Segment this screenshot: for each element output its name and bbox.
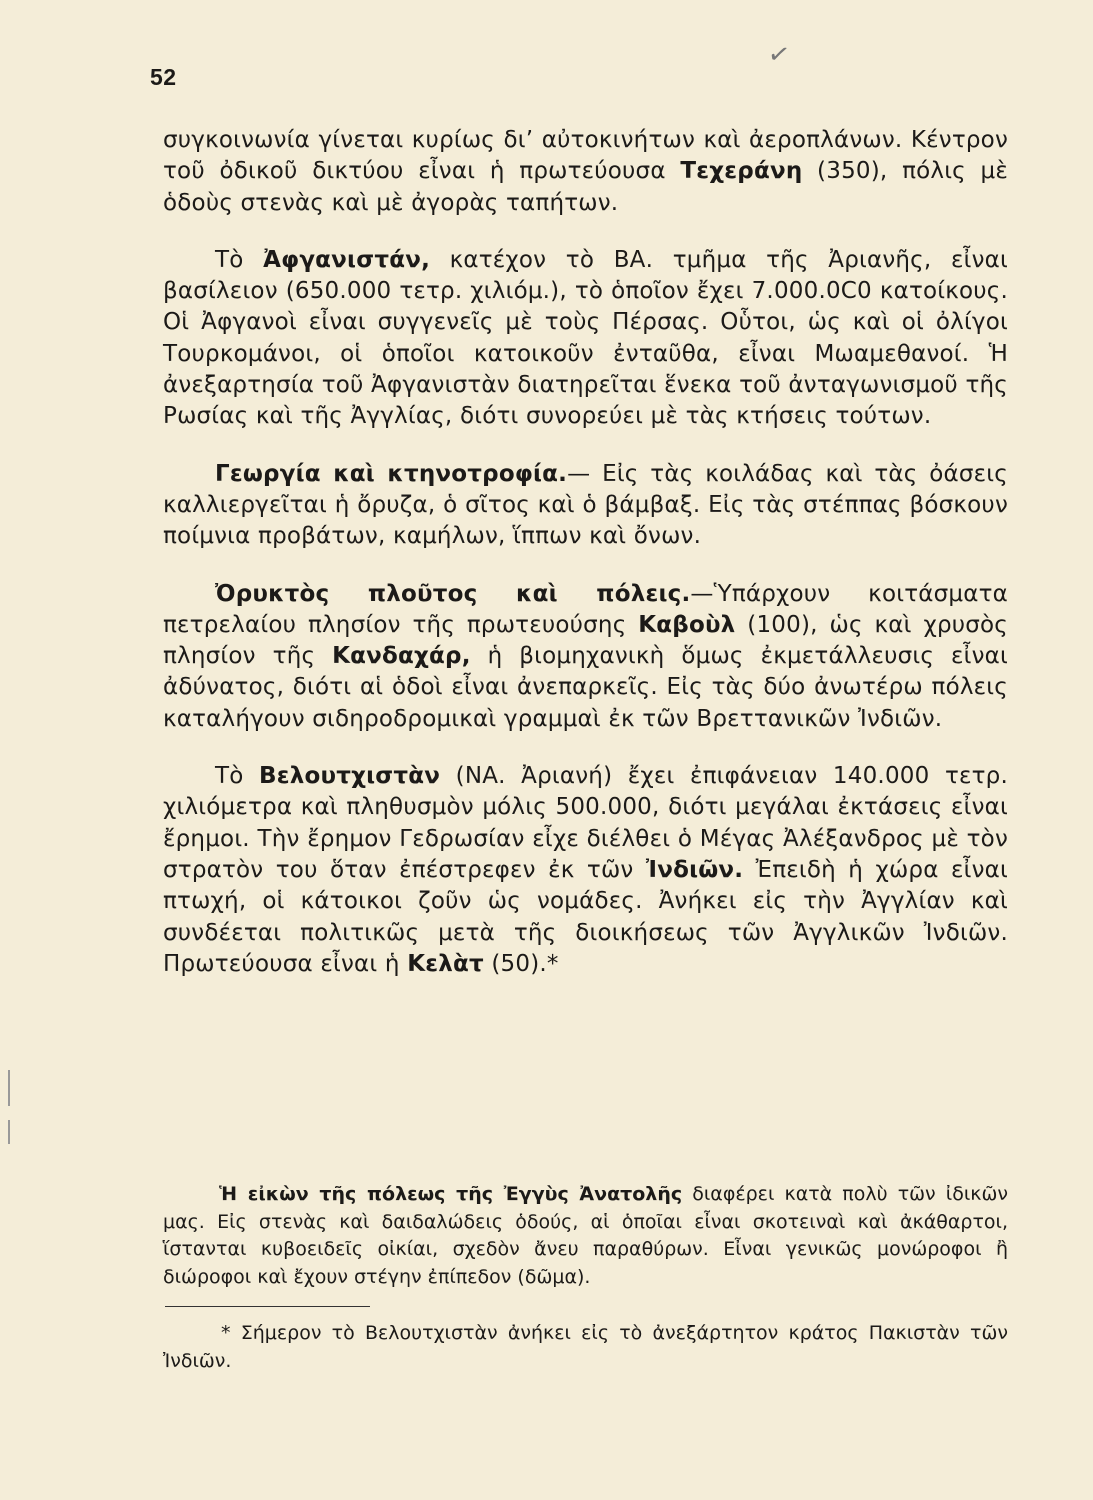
place-name-baluchistan: Βελουτχιστὰν <box>259 763 441 790</box>
place-name-kandahar: Κανδαχάρ, <box>332 643 471 670</box>
text-span: —Ὑπάρχουν κοιτάσματα πετρελαίου πλησίον τῆς πρωτευούσης <box>163 580 1008 638</box>
note-heading: Ἡ εἰκὼν τῆς πόλεως τῆς Ἐγγὺς Ἀνατολῆς <box>219 1183 683 1205</box>
margin-mark <box>8 1120 10 1144</box>
place-name-indies: Ἰνδιῶν. <box>645 856 744 883</box>
section-heading-minerals: Ὀρυκτὸς πλοῦτος καὶ πόλεις. <box>215 580 691 607</box>
text-span: Ἐπειδὴ ἡ χώρα εἶναι πτωχή, οἱ κάτοικοι ζοῦν ὡς νομάδες. Ἀνήκει εἰς τὴν Ἀγγλίαν καὶ συνδέεται πολιτικῶς μετὰ τῆς διοικήσεως τῶν Ἀγγλικῶν Ἰνδιῶν. Πρωτεύουσα εἶναι ἡ <box>163 856 1008 977</box>
text-span: συγκοινωνία γίνεται κυρίως δι’ αὐτοκινήτων καὶ ἀεροπλάνων. Κέντρον τοῦ ὀδικοῦ δικτύου εἶναι ἡ πρωτεύουσα <box>163 127 1008 185</box>
footnote <box>163 1320 1008 1375</box>
margin-mark <box>8 1070 10 1106</box>
note-text: διαφέρει κατὰ πολὺ τῶν ἰδικῶν μας. Εἰς στενὰς καὶ δαιδαλώδεις ὁδούς, αἱ ὁποῖαι εἶναι σκοτειναὶ καὶ ἀκάθαρτοι, ἵστανται κυβοειδεῖς οἰκίαι, σχεδὸν ἄνευ παραθύρων. Εἶναι γενικῶς μονώροφοι ἢ διώροφοι καὶ ἔχουν στέγην ἐπίπεδον (δῶμα). <box>163 1183 1008 1288</box>
paragraph-baluchistan <box>163 761 1008 980</box>
text-span: (50).* <box>483 950 559 977</box>
place-name-kabul: Καβοὺλ <box>638 611 736 638</box>
text-span: (100), ὡς καὶ χρυσὸς πλησίον τῆς <box>163 611 1009 670</box>
main-text <box>163 125 1008 1006</box>
paragraph-tehran <box>163 125 1008 219</box>
paragraph-afghanistan <box>163 245 1008 433</box>
text-span: — Εἰς τὰς κοιλάδας καὶ τὰς ὀάσεις καλλιεργεῖται ἡ ὄρυζα, ὁ σῖτος καὶ ὁ βάμβαξ. Εἰς τὰς στέππας βόσκουν ποίμνια προβάτων, καμήλων, ἵππων καὶ ὄνων. <box>163 460 1008 550</box>
note-block <box>163 1181 1008 1291</box>
text-span: Τὸ <box>215 763 260 790</box>
place-name-afghanistan: Ἀφγανιστάν, <box>263 246 431 273</box>
paragraph-agriculture <box>163 459 1008 553</box>
note-paragraph <box>163 1181 1008 1291</box>
place-name-tehran: Τεχεράνη <box>680 158 803 185</box>
place-name-kalat: Κελὰτ <box>407 950 484 977</box>
text-span: (350), πόλις μὲ ὁδοὺς στενὰς καὶ μὲ ἀγορὰς ταπήτων. <box>163 158 1009 216</box>
text-span: Τὸ <box>215 246 264 273</box>
text-span: (ΝΑ. Ἀριανή) ἔχει ἐπιφάνειαν 140.000 τετρ. χιλιόμετρα καὶ πληθυσμὸν μόλις 500.000, διότι μεγάλαι ἐκτάσεις εἶναι ἔρημοι. Τὴν ἔρημον Γεδρωσίαν εἶχε διέλθει ὁ Μέγας Ἀλέξανδρος μὲ τὸν στρατὸν του ὅταν ἐπέστρεφεν ἐκ τῶν <box>163 763 1008 883</box>
footnote-text: * Σήμερον τὸ Βελουτχιστὰν ἀνήκει εἰς τὸ ἀνεξάρτητον κράτος Πακιστὰν τῶν Ἰνδιῶν. <box>163 1322 1008 1372</box>
check-mark-icon: ✓ <box>765 38 793 72</box>
section-heading-agriculture: Γεωργία καὶ κτηνοτροφία. <box>215 460 568 487</box>
footnote-rule <box>165 1306 370 1307</box>
paragraph-minerals <box>163 579 1008 735</box>
text-span: κατέχον τὸ ΒΑ. τμῆμα τῆς Ἀριανῆς, εἶναι βασίλειον (650.000 τετρ. χιλιόμ.), τὸ ὁποῖον ἔχει 7.000.0C0 κατοίκους. Οἱ Ἀφγανοὶ εἶναι συγγενεῖς μὲ τοὺς Πέρσας. Οὗτοι, ὡς καὶ οἱ ὀλίγοι Τουρκομάνοι, οἱ ὁποῖοι κατοικοῦν ἐνταῦθα, εἶναι Μωαμεθανοί. Ἡ ἀνεξαρτησία τοῦ Ἀφγανιστὰν διατηρεῖται ἕνεκα τοῦ ἀνταγωνισμοῦ τῆς Ρωσίας καὶ τῆς Ἀγγλίας, διότι συνορεύει μὲ τὰς κτήσεις τούτων. <box>163 246 1008 430</box>
text-span: ἡ βιομηχανικὴ ὅμως ἐκμετάλλευσις εἶναι ἀδύνατος, διότι αἱ ὁδοὶ εἶναι ἀνεπαρκεῖς. Εἰς τὰς δύο ἀνωτέρω πόλεις καταλήγουν σιδηροδρομικαὶ γραμμαὶ ἐκ τῶν Βρεττανικῶν Ἰνδιῶν. <box>163 643 1008 732</box>
page-number: 52 <box>150 64 177 90</box>
